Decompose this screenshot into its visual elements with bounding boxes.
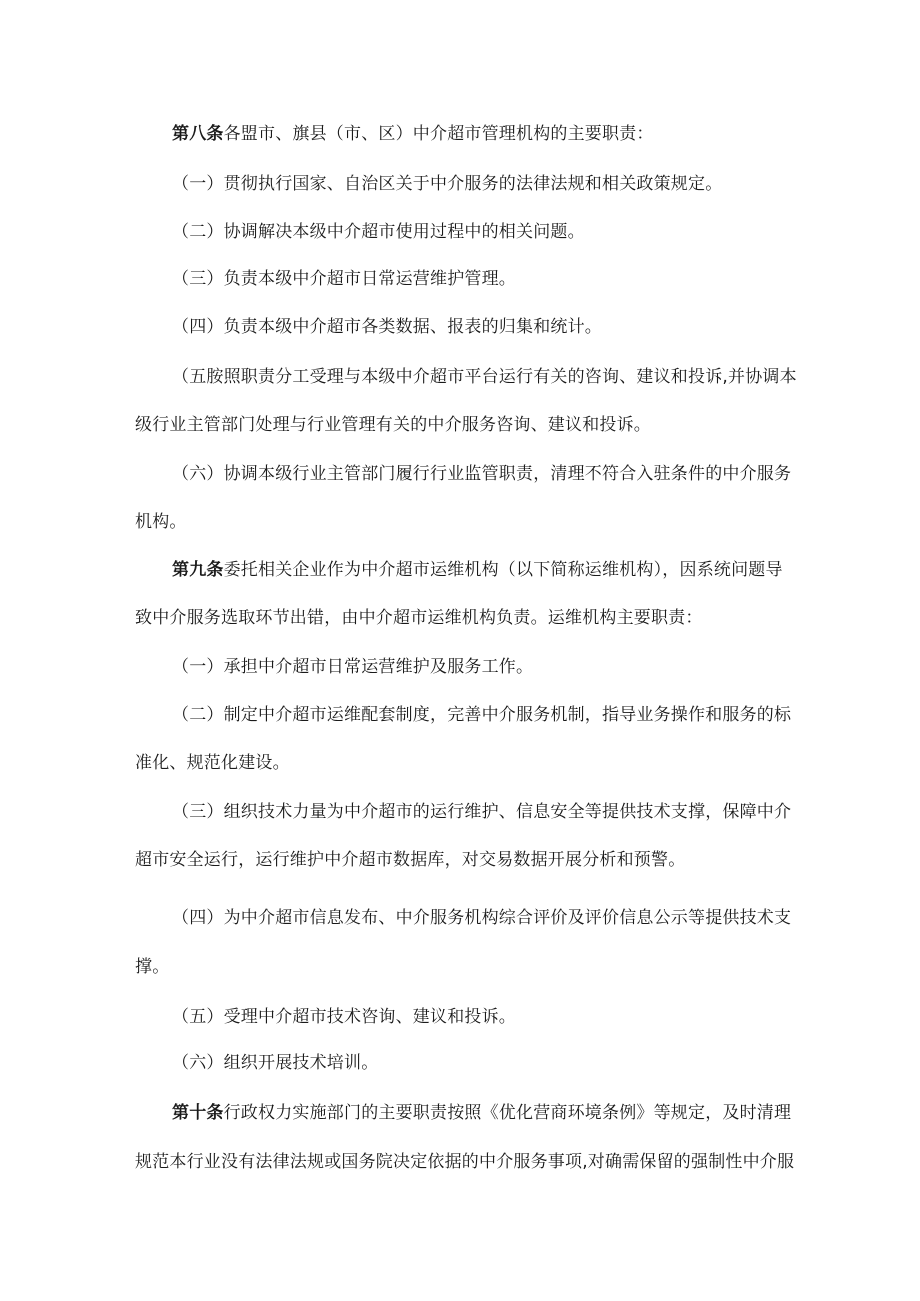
article-8-item-3: （三）负责本级中介超市日常运营维护管理。 xyxy=(172,269,516,289)
article-8-heading xyxy=(172,122,654,146)
article-10-text-line-2: 规范本行业没有法律法规或国务院决定依据的中介服务事项,对确需保留的强制性中介服 xyxy=(135,1152,795,1172)
article-8-item-5-line-1: （五胺照职责分工受理与本级中介超市平台运行有关的咨询、建议和投诉,并协调本 xyxy=(172,367,797,387)
article-8-item-1: （一）贯彻执行国家、自治区关于中介服务的法律法规和相关政策规定。 xyxy=(172,174,723,194)
article-8-item-4: （四）负责本级中介超市各类数据、报表的归集和统计。 xyxy=(172,317,602,337)
article-8-label: 第八条 xyxy=(172,124,224,144)
article-8-item-5-line-2: 级行业主管部门处理与行业管理有关的中介服务咨询、建议和投诉。 xyxy=(135,415,651,435)
article-9-heading xyxy=(172,558,783,582)
article-10-text-line-1: 行政权力实施部门的主要职责按照《优化营商环境条例》等规定，及时清理 xyxy=(223,1103,792,1123)
article-9-text-line-1: 委托相关企业作为中介超市运维机构（以下简称运维机构），因系统问题导 xyxy=(223,560,783,580)
article-8-item-6-line-1: （六）协调本级行业主管部门履行行业监管职责，清理不符合入驻条件的中介服务 xyxy=(172,464,792,484)
article-9-item-2-line-1: （二）制定中介超市运维配套制度，完善中介服务机制，指导业务操作和服务的标 xyxy=(172,705,792,725)
article-10-label: 第十条 xyxy=(172,1103,224,1123)
article-8-item-2: （二）协调解决本级中介超市使用过程中的相关问题。 xyxy=(172,222,585,242)
article-9-item-4-line-2: 撑。 xyxy=(135,957,170,977)
article-9-item-1: （一）承担中介超市日常运营维护及服务工作。 xyxy=(172,657,534,677)
article-8-text: 各盟市、旗县（市、区）中介超市管理机构的主要职责： xyxy=(223,124,654,144)
article-9-item-3-line-2: 超市安全运行，运行维护中介超市数据库，对交易数据开展分析和预警。 xyxy=(135,850,686,870)
article-9-item-5: （五）受理中介超市技术咨询、建议和投诉。 xyxy=(172,1007,516,1027)
article-10-heading xyxy=(172,1101,791,1125)
article-9-item-6: （六）组织开展技术培训。 xyxy=(172,1053,379,1073)
article-9-label: 第九条 xyxy=(172,560,224,580)
article-9-item-4-line-1: （四）为中介超市信息发布、中介服务机构综合评价及评价信息公示等提供技术支 xyxy=(172,908,792,928)
article-8-item-6-line-2: 机构。 xyxy=(135,512,187,532)
article-9-item-3-line-1: （三）组织技术力量为中介超市的运行维护、信息安全等提供技术支撑，保障中介 xyxy=(172,802,792,822)
article-9-item-2-line-2: 准化、规范化建设。 xyxy=(135,753,290,773)
article-9-text-line-2: 致中介服务选取环节出错，由中介超市运维机构负责。运维机构主要职责： xyxy=(135,608,703,628)
